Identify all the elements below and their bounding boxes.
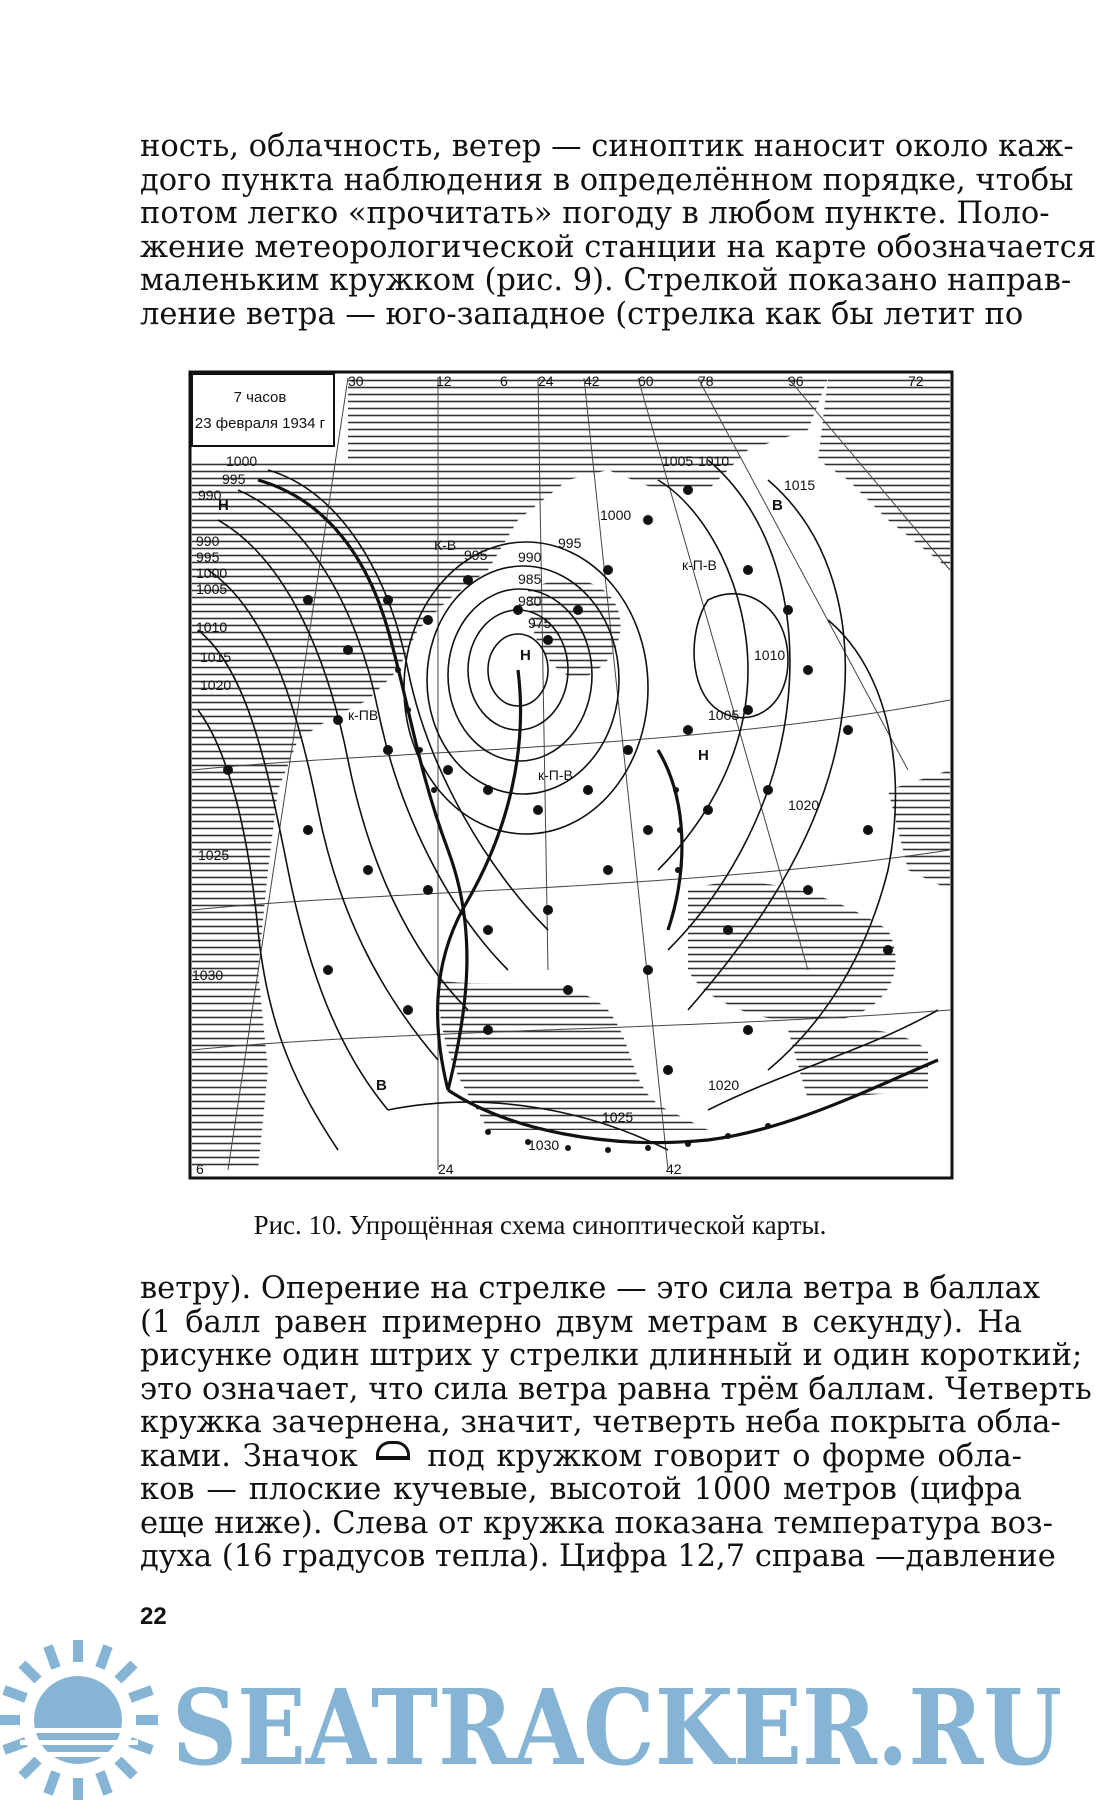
isobar-label: 1025 [602,1109,634,1125]
longitude-label: 72 [908,373,924,389]
text-line: маленьким кружком (рис. 9). Стрелкой показано направ- [140,263,1072,298]
text-line: ветру). Оперение на стрелке — это сила ветра в баллах [140,1271,1041,1306]
synoptic-map [188,370,954,1182]
longitude-label: 42 [584,373,600,389]
isobar-label: 975 [528,615,552,631]
longitude-label: 6 [500,373,508,389]
front-label: к-П-В [538,767,573,783]
symbol-line-before: ками. Значок [140,1438,358,1474]
text-line: ков — плоские кучевые, высотой 1000 метров (цифра [140,1472,1022,1507]
isobar-label: 1005 [708,707,740,723]
symbol-line-after: под кружком говорит о форме обла- [427,1438,1022,1474]
high-pressure-mark: В [772,497,783,514]
text-line: (1 балл равен примерно двум метрам в секунду). На [140,1304,1022,1340]
longitude-label: 24 [438,1161,454,1177]
low-pressure-mark: Н [520,647,531,664]
isobar-label: 1000 [196,565,228,581]
front-label: к-ПВ [348,707,379,723]
figure-caption: Рис. 10. Упрощённая схема синоптической карты. [253,1210,827,1240]
isobar-label: 980 [518,593,542,609]
isobar-label: 1000 [600,507,632,523]
watermark-text: SEATRACKER.RU [172,1666,1062,1789]
text-line: еще ниже). Слева от кружка показана температура воз- [140,1505,1053,1541]
isobar-label: 985 [518,571,542,587]
sun-icon [0,1640,158,1800]
isobar-label: 1030 [192,967,224,983]
front-label: к-П-В [682,557,717,573]
low-pressure-mark: Н [698,747,709,764]
isobar-label: 1025 [198,847,230,863]
longitude-label: 30 [348,373,364,389]
isobar-label: 1010 [196,619,228,635]
watermark-graphic [0,1640,1080,1800]
isobar-label: 990 [198,487,222,503]
text-line: дого пункта наблюдения в определённом порядке, чтобы [140,162,1074,198]
front-label: К-В [434,537,457,553]
low-pressure-mark: Н [218,497,229,514]
longitude-label: 24 [538,373,554,389]
text-line: духа (16 градусов тепла). Цифра 12,7 справа —давление [140,1539,1056,1574]
text-line: это означает, что сила ветра равна трём баллам. Четверть [140,1371,1092,1407]
isobar-label: 1015 [784,477,816,493]
map-date: 23 февраля 1934 г [194,415,326,432]
isobar-label: 995 [558,535,582,551]
isobar-label: 1030 [528,1137,560,1153]
isobar-label: 1020 [708,1077,740,1093]
map-time-box [192,374,334,446]
isobar-label: 1010 [698,453,730,469]
longitude-label: 96 [788,373,804,389]
isobar-label: 995 [464,547,488,563]
isobar-label: 990 [196,533,220,549]
symbol-line [140,1440,1022,1474]
text-line: кружка зачернена, значит, четверть неба покрыта обла- [140,1405,1061,1440]
text-line: рисунке один штрих у стрелки длинный и один короткий; [140,1338,1083,1373]
isobar-label: 1015 [200,649,232,665]
isobar-label: 1000 [226,453,258,469]
isobar-label: 1005 [662,453,694,469]
longitude-label: 78 [698,373,714,389]
text-line: ление ветра — юго-западное (стрелка как бы летит по [140,296,1024,332]
isobar-label: 1020 [788,797,820,813]
text-line: потом легко «прочитать» погоду в любом пункте. Поло- [140,196,1050,231]
isobar-label: 995 [222,471,246,487]
cloud-flat-cumulus-icon [376,1441,410,1460]
longitude-label: 6 [196,1161,204,1177]
synoptic-map-figure [188,370,954,1182]
isobar-label: 1010 [754,647,786,663]
longitude-label: 42 [666,1161,682,1177]
isobar-label: 990 [518,549,542,565]
watermark [0,1640,1080,1800]
map-time: 7 часов [233,389,287,406]
longitude-label: 60 [638,373,654,389]
page-number: 22 [140,1603,167,1630]
isobar-label: 1020 [200,677,232,693]
top-paragraph [140,129,1096,332]
bottom-paragraph [140,1271,1092,1574]
high-pressure-mark: В [376,1077,387,1094]
isobar-label: 1005 [196,581,228,597]
longitude-label: 12 [436,373,452,389]
text-line: ность, облачность, ветер — синоптик наносит около каж- [140,129,1074,164]
text-line: жение метеорологической станции на карте обозначается [140,229,1096,265]
isobar-label: 995 [196,549,220,565]
